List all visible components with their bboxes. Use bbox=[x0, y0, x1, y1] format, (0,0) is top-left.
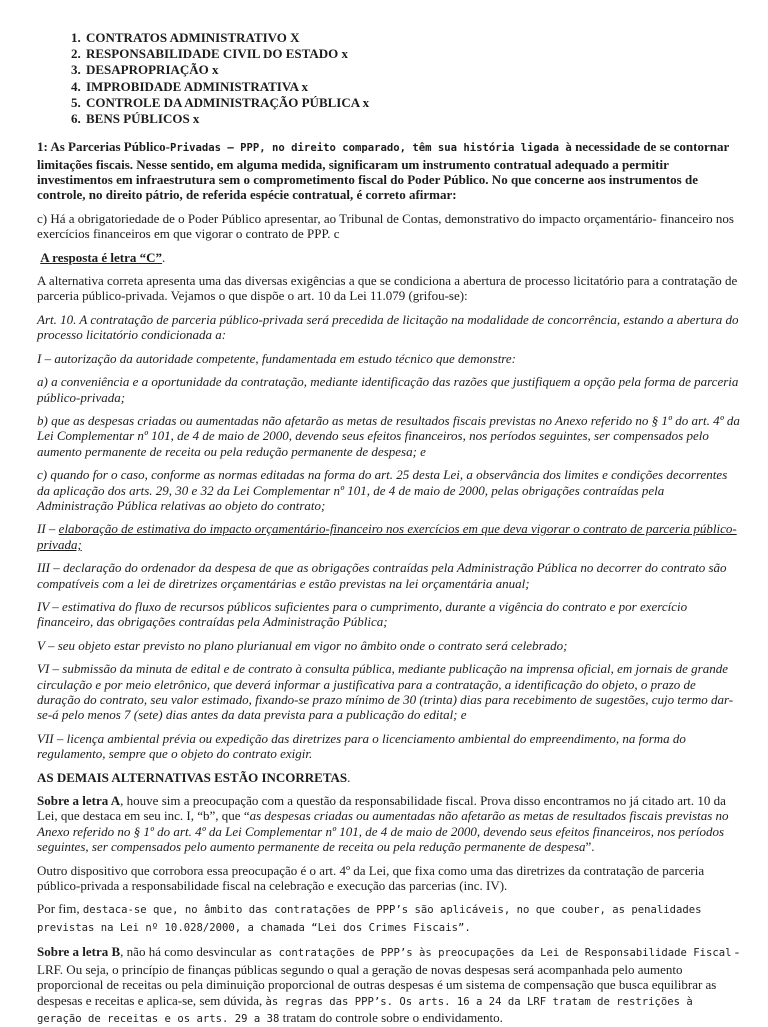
topic-item: 1. CONTRATOS ADMINISTRATIVO X bbox=[84, 30, 742, 46]
law-item-c: c) quando for o caso, conforme as normas editadas na forma do art. 25 desta Lei, a observância dos limites e condições decorrentes da aplicação dos arts. 29, 30 e 32 da Lei Complementar nº 101, de 4 de maio de 2000, pelas obrigações contraídas pela Administração Pública relativas ao objeto do contrato; bbox=[37, 467, 728, 513]
art10-caput: Art. 10. A contratação de parceria público-privada será precedida de licitação na modalidade de concorrência, estando a abertura do processo licitatório condicionada a: bbox=[37, 311, 739, 343]
topic-item: 4. IMPROBIDADE ADMINISTRATIVA x bbox=[84, 79, 742, 95]
topic-item: 2. RESPONSABILIDADE CIVIL DO ESTADO x bbox=[84, 46, 742, 62]
option-c: c) Há a obrigatoriedade de o Poder Público apresentar, ao Tribunal de Contas, demonstrativo do impacto orçamentário- financeiro nos exercícios financeiros em que vigorar o contrato de PPP. c bbox=[37, 210, 734, 242]
law-item-v: V – seu objeto estar previsto no plano plurianual em vigor no âmbito onde o contrato será celebrado; bbox=[37, 637, 568, 653]
topic-item: 5. CONTROLE DA ADMINISTRAÇÃO PÚBLICA x bbox=[84, 95, 742, 111]
law-item-iv: IV – estimativa do fluxo de recursos públicos suficientes para o cumprimento, durante a vigência do contrato e por exercício financeiro, das obrigações contraídas pela Administração Pública; bbox=[37, 598, 688, 630]
letter-b-paragraph: Sobre a letra B, não há como desvincular as contratações de PPP’s às preocupações da Lei de Responsabilidade Fiscal - LRF. Ou seja, o princípio de finanças públicas segundo o qual a geração de novas despesas será acompanhada pelo aumento proporcional de receitas ou pela diminuição proporcional de outras despesas é um sistema de compensação que busca equilibrar as despesas e receitas e aplica-se, sem dúvida, às regras das PPP’s. Os arts. 16 a 24 da LRF tratam de restrições à geração de receitas e os arts. 29 a 38 tratam do controle sobre o endividamento. bbox=[37, 944, 740, 1025]
law-item-vi: VI – submissão da minuta de edital e de contrato à consulta pública, mediante publicação na imprensa oficial, em jornais de grande circulação e por meio eletrônico, que deverá informar a justificativa para a contratação, a identificação do objeto, o prazo de duração do contrato, seu valor estimado, fixando-se prazo mínimo de 30 (trinta) dias para recebimento de sugestões, cujo termo dar-se-á pelo menos 7 (sete) dias antes da data prevista para a publicação do edital; e bbox=[37, 661, 734, 723]
law-item-i: I – autorização da autoridade competente, fundamentada em estudo técnico que demonstre: bbox=[37, 350, 516, 366]
answer-label: A resposta é letra “C” bbox=[40, 249, 163, 265]
topic-item: 3. DESAPROPRIAÇÃO x bbox=[84, 62, 742, 78]
law-item-vii: VII – licença ambiental prévia ou expedição das diretrizes para o licenciamento ambiental do empreendimento, na forma do regulamento, sempre que o objeto do contrato exigir. bbox=[37, 730, 686, 762]
law-item-ii: II – elaboração de estimativa do impacto orçamentário-financeiro nos exercícios em que deva vigorar o contrato de parceria público-privada; bbox=[37, 521, 737, 552]
others-heading: AS DEMAIS ALTERNATIVAS ESTÃO INCORRETAS. bbox=[37, 769, 351, 785]
law-item-b: b) que as despesas criadas ou aumentadas não afetarão as metas de resultados fiscais previstas no Anexo referido no § 1º do art. 4º da Lei Complementar nº 101, de 4 de maio de 2000, devendo seus efeitos financeiros, nos períodos seguintes, ser compensados pelo aumento permanente de receita ou pela redução permanente de despesa; e bbox=[37, 412, 740, 459]
topic-list bbox=[37, 30, 742, 127]
question-statement: 1: As Parcerias Público-Privadas – PPP, no direito comparado, têm sua história ligada à necessidade de se contornar limitações fiscais. Nesse sentido, em alguma medida, significaram um instrumento contratual adequado a permitir investimentos em infraestrutura sem o comprometimento fiscal do Poder Público. No que concerne aos instrumentos de controle, no direito pátrio, de referida espécie contratual, é correto afirmar: bbox=[37, 139, 730, 203]
law-item-iii: III – declaração do ordenador da despesa de que as obrigações contraídas pela Administração Pública no decorrer do contrato são compatíveis com a lei de diretrizes orçamentárias e estão previstas na lei orçamentária anual; bbox=[37, 560, 727, 591]
answer-line: A resposta é letra “C”. bbox=[40, 249, 166, 265]
topic-item: 6. BENS PÚBLICOS x bbox=[84, 111, 742, 127]
explanation-paragraph: A alternativa correta apresenta uma das diversas exigências a que se condiciona a abertura de processo licitatório para a contratação de parceria público-privada. Vejamos o que dispõe o art. 10 da Lei 11.079 (grifou-se): bbox=[37, 273, 738, 304]
letter-a-paragraph: Sobre a letra A, houve sim a preocupação com a questão da responsabilidade fiscal. Prova disso encontramos no já citado art. 10 da Lei, que destaca em seu inc. I, “b”, que “as despesas criadas ou aumentadas não afetarão as metas de resultados fiscais previstas no Anexo referido no § 1º do art. 4º da Lei Complementar nº 101, de 4 de maio de 2000, devendo seus efeitos financeiros, nos períodos seguintes, ser compensados pelo aumento permanente de receita ou pela redução permanente de despesa”. bbox=[37, 793, 729, 855]
finally-paragraph: Por fim, destaca-se que, no âmbito das contratações de PPP’s são aplicáveis, no que couber, as penalidades previstas na Lei nº 10.028/2000, a chamada “Lei dos Crimes Fiscais”. bbox=[37, 901, 702, 934]
law-item-a: a) a conveniência e a oportunidade da contratação, mediante identificação das razões que justifiquem a opção pela forma de parceria público-privada; bbox=[37, 374, 739, 405]
other-device-paragraph: Outro dispositivo que corrobora essa preocupação é o art. 4º da Lei, que fixa como uma das diretrizes da contratação de parceria público-privada a responsabilidade fiscal na celebração e execução das parcerias (inc. IV). bbox=[37, 862, 705, 894]
